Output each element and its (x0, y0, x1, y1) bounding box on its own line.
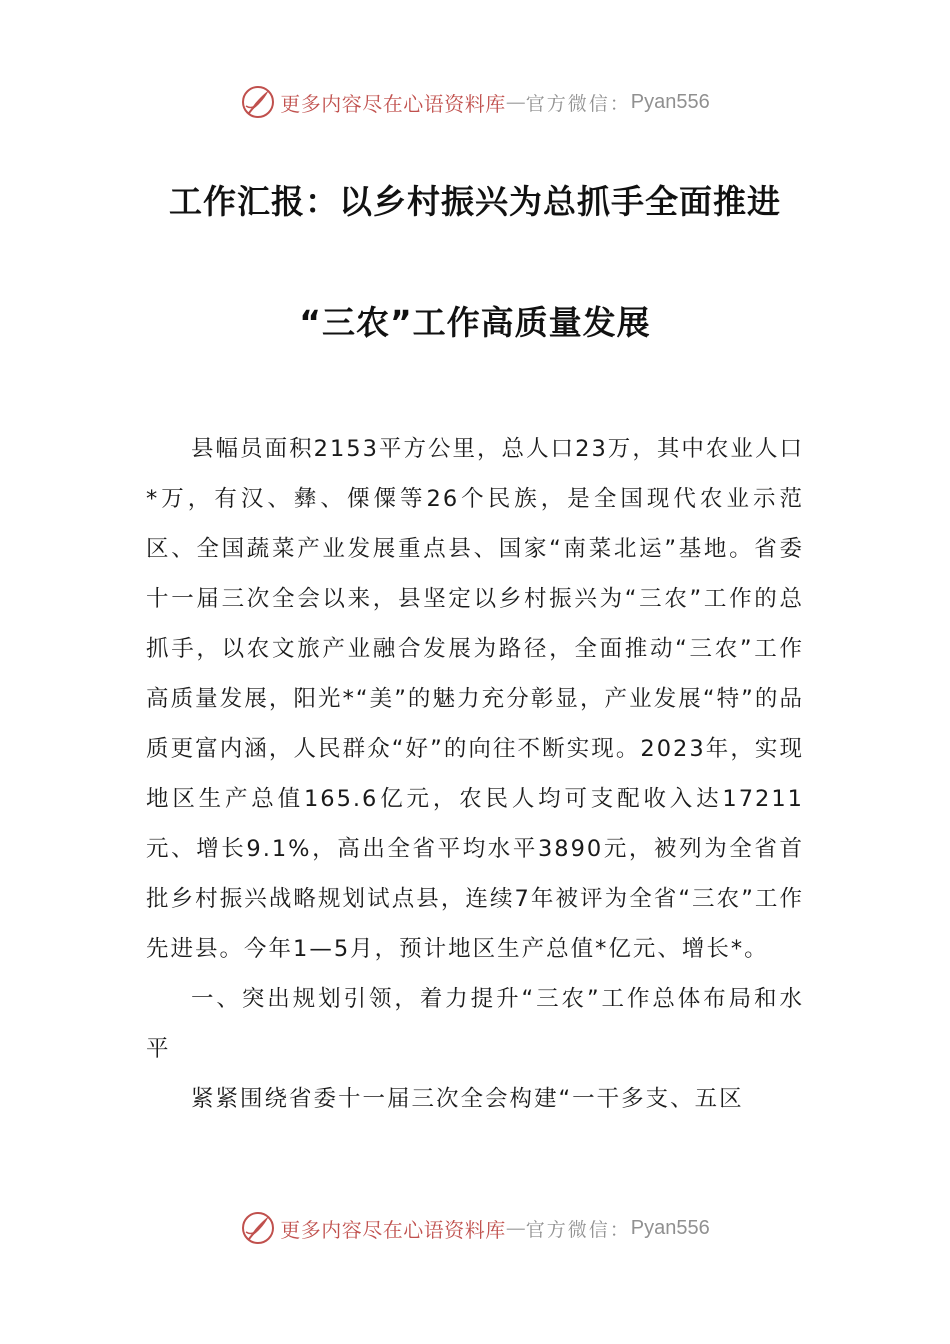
document-title-line-2: “三农”工作高质量发展 (299, 303, 651, 342)
watermark-wechat-id: Pyan556 (630, 1216, 710, 1239)
header-watermark-content (240, 84, 709, 120)
header-watermark-banner (0, 82, 950, 122)
watermark-separator: — (505, 1216, 526, 1240)
watermark-wechat-id: Pyan556 (630, 90, 710, 113)
body-paragraph-intro: 县幅员面积2153平方公里，总人口23万，其中农业人口*万，有汉、彝、傈僳等26个民族，是全国现代农业示范区、全国蔬菜产业发展重点县、国家“南菜北运”基地。省委十一届三次全会以来，县坚定以乡村振兴为“三农”工作的总抓手，以农文旅产业融合发展为路径，全面推动“三农”工作高质量发展，阳光*“美”的魅力充分彰显，产业发展“特”的品质更富内涵，人民群众“好”的向往不断实现。2023年，实现地区生产总值165.6亿元，农民人均可支配收入达17211元、增长9.1%，高出全省平均水平3890元，被列为全省首批乡村振兴战略规划试点县，连续7年被评为全省“三农”工作先进县。今年1—5月，预计地区生产总值*亿元、增长*。 (146, 436, 804, 962)
watermark-label: 官方微信： (525, 1218, 631, 1241)
footer-watermark-content (240, 1210, 709, 1246)
footer-watermark-banner (0, 1208, 950, 1248)
watermark-text: 更多内容尽在心语资料库 (280, 91, 506, 116)
body-paragraph-section-1: 紧紧围绕省委十一届三次全会构建“一干多支、五区 (191, 1086, 744, 1112)
document-title-line-1: 工作汇报：以乡村振兴为总抓手全面推进 (169, 182, 781, 221)
document-body (146, 424, 804, 1124)
quill-pen-logo-icon (240, 1210, 276, 1246)
quill-pen-logo-icon (240, 84, 276, 120)
section-heading-1: 一、突出规划引领，着力提升“三农”工作总体布局和水平 (146, 986, 804, 1062)
watermark-label: 官方微信： (525, 92, 631, 115)
watermark-separator: — (505, 90, 526, 114)
watermark-text: 更多内容尽在心语资料库 (280, 1217, 506, 1242)
